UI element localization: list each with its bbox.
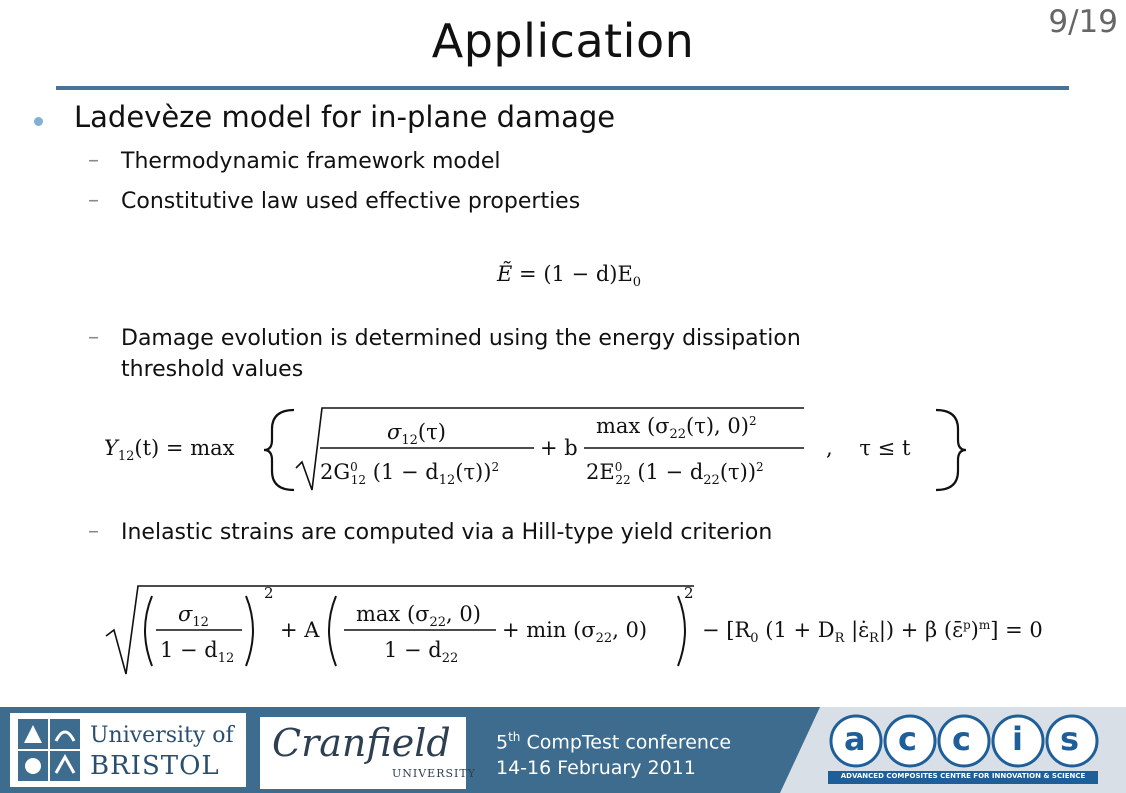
eq2-lhs: Y — [104, 436, 118, 460]
bristol-name-top: University of — [90, 723, 234, 748]
title-divider — [56, 86, 1069, 90]
eq3-f2-num: max (σ — [356, 602, 430, 626]
eq2-num1-sub: 12 — [401, 433, 418, 449]
sub-item-constitutive: Constitutive law used effective properties — [121, 189, 581, 214]
eq3-f1-num-sub: 12 — [192, 615, 209, 631]
eq2-pow1: 2 — [491, 460, 500, 474]
eq3-rest2: (1 + D — [765, 618, 835, 642]
conference-dates: 14-16 February 2011 — [496, 757, 696, 780]
cranfield-university-logo — [260, 717, 476, 789]
eq2-den1-sup: 0 — [350, 460, 358, 474]
equation-yield-criterion — [104, 578, 1114, 678]
slide-title: Application — [431, 14, 695, 68]
accis-letter-a: a — [844, 720, 866, 758]
eq2-den2-rest-sub: 22 — [703, 473, 720, 489]
eq3-m-sup: m — [978, 618, 991, 632]
eq2-den2-tail: (τ)) — [719, 460, 757, 484]
eq2-den1-rest-sub: 12 — [438, 473, 456, 489]
eq3-f2-den: 1 − d — [384, 638, 442, 662]
bullet-icon — [34, 117, 43, 126]
eq3-rest3: |ε̇ — [851, 618, 870, 642]
eq3-p-sup: p — [962, 618, 971, 632]
eq3-r-sub: 0 — [750, 631, 759, 647]
eq1-rhs: (1 − d)E — [543, 262, 633, 286]
conf-title: CompTest conference — [520, 731, 732, 754]
equation-thermodynamic-force — [104, 404, 964, 496]
dash-icon: – — [88, 188, 99, 213]
eq3-f2-den-sub: 22 — [441, 651, 459, 667]
accis-logo — [826, 714, 1100, 786]
eq2-num2-sub: 22 — [669, 427, 687, 443]
eq1-sub: 0 — [632, 275, 642, 291]
eq3-min-tail: , 0) — [612, 618, 648, 642]
eq3-plus-min: + min (σ — [502, 618, 596, 642]
eq2-condition: , τ ≤ t — [826, 436, 911, 460]
eq1-equals: = — [519, 262, 537, 286]
conf-number: 5 — [496, 731, 509, 754]
eq2-den2: 2E — [586, 460, 615, 484]
eq2-den1-sub: 12 — [350, 473, 367, 488]
eq3-pow1: 2 — [264, 584, 274, 602]
cranfield-university: UNIVERSITY — [392, 767, 476, 780]
eq2-pow2: 2 — [748, 414, 757, 428]
accis-letter-c1: c — [898, 720, 917, 758]
university-of-bristol-logo — [10, 713, 246, 787]
accis-letter-i: i — [1012, 720, 1023, 758]
page-number: 9/19 — [1048, 4, 1118, 40]
accis-letter-s: s — [1060, 720, 1080, 758]
sub-item-framework: Thermodynamic framework model — [121, 149, 501, 174]
dash-icon: – — [88, 519, 99, 544]
sub-item-damage-evolution-cont: threshold values — [121, 357, 304, 382]
dash-icon: – — [88, 148, 99, 173]
eq1-lhs: Ẽ — [497, 262, 513, 286]
eq3-f2-num-sub: 22 — [429, 615, 447, 631]
eq2-den1-rest: (1 − d — [372, 460, 439, 484]
eq3-rest4: |) + β (ε̄ — [878, 618, 963, 642]
eq2-den2-sup: 0 — [614, 460, 623, 474]
eq3-f1-den: 1 − d — [160, 638, 218, 662]
eq3-f2-num-tail: , 0) — [446, 602, 481, 626]
equation-effective-modulus — [497, 262, 641, 290]
eq2-den2-sub: 22 — [615, 473, 631, 488]
eq2-num2-tail: (τ), 0) — [686, 414, 749, 438]
eq2-num2: max (σ — [596, 414, 670, 438]
eq3-f1-den-sub: 12 — [217, 651, 235, 667]
eq3-d-sub: R — [834, 631, 845, 647]
conf-ordinal: th — [508, 730, 521, 744]
eq3-rest5: ) — [970, 618, 979, 642]
eq3-min-sub: 22 — [595, 631, 613, 647]
sub-item-damage-evolution: Damage evolution is determined using the energy dissipation — [121, 326, 801, 351]
accis-letter-c2: c — [952, 720, 971, 758]
accis-tagline: ADVANCED COMPOSITES CENTRE FOR INNOVATION & SCIENCE — [840, 772, 1086, 780]
eq3-eps-sub: R — [869, 631, 879, 647]
eq2-num1-arg: (τ) — [417, 420, 446, 444]
bristol-name-bottom: BRISTOL — [90, 751, 220, 781]
eq3-pow2: 2 — [684, 584, 694, 602]
cranfield-name: Cranfield — [272, 721, 451, 765]
sub-item-inelastic: Inelastic strains are computed via a Hill-type yield criterion — [121, 520, 773, 545]
eq3-rest1: − [R — [702, 618, 751, 642]
conference-info — [496, 724, 731, 781]
eq2-den2-rest: (1 − d — [637, 460, 704, 484]
eq2-plus-b: + b — [540, 436, 578, 460]
dash-icon: – — [88, 325, 99, 350]
eq2-pow3: 2 — [756, 460, 764, 474]
eq3-rest6: ] = 0 — [990, 618, 1043, 642]
eq3-f1-num: σ — [178, 602, 193, 626]
eq2-lhs-arg: (t) = max — [134, 436, 235, 460]
conference-name — [496, 724, 731, 755]
eq2-lhs-sub: 12 — [117, 449, 135, 465]
eq2-den1-tail: (τ)) — [455, 460, 492, 484]
bullet-main: Ladevèze model for in-plane damage — [74, 100, 616, 134]
eq3-plus-a: + A — [280, 618, 320, 642]
eq2-den1: 2G — [320, 460, 351, 484]
eq2-num1: σ — [387, 420, 402, 444]
